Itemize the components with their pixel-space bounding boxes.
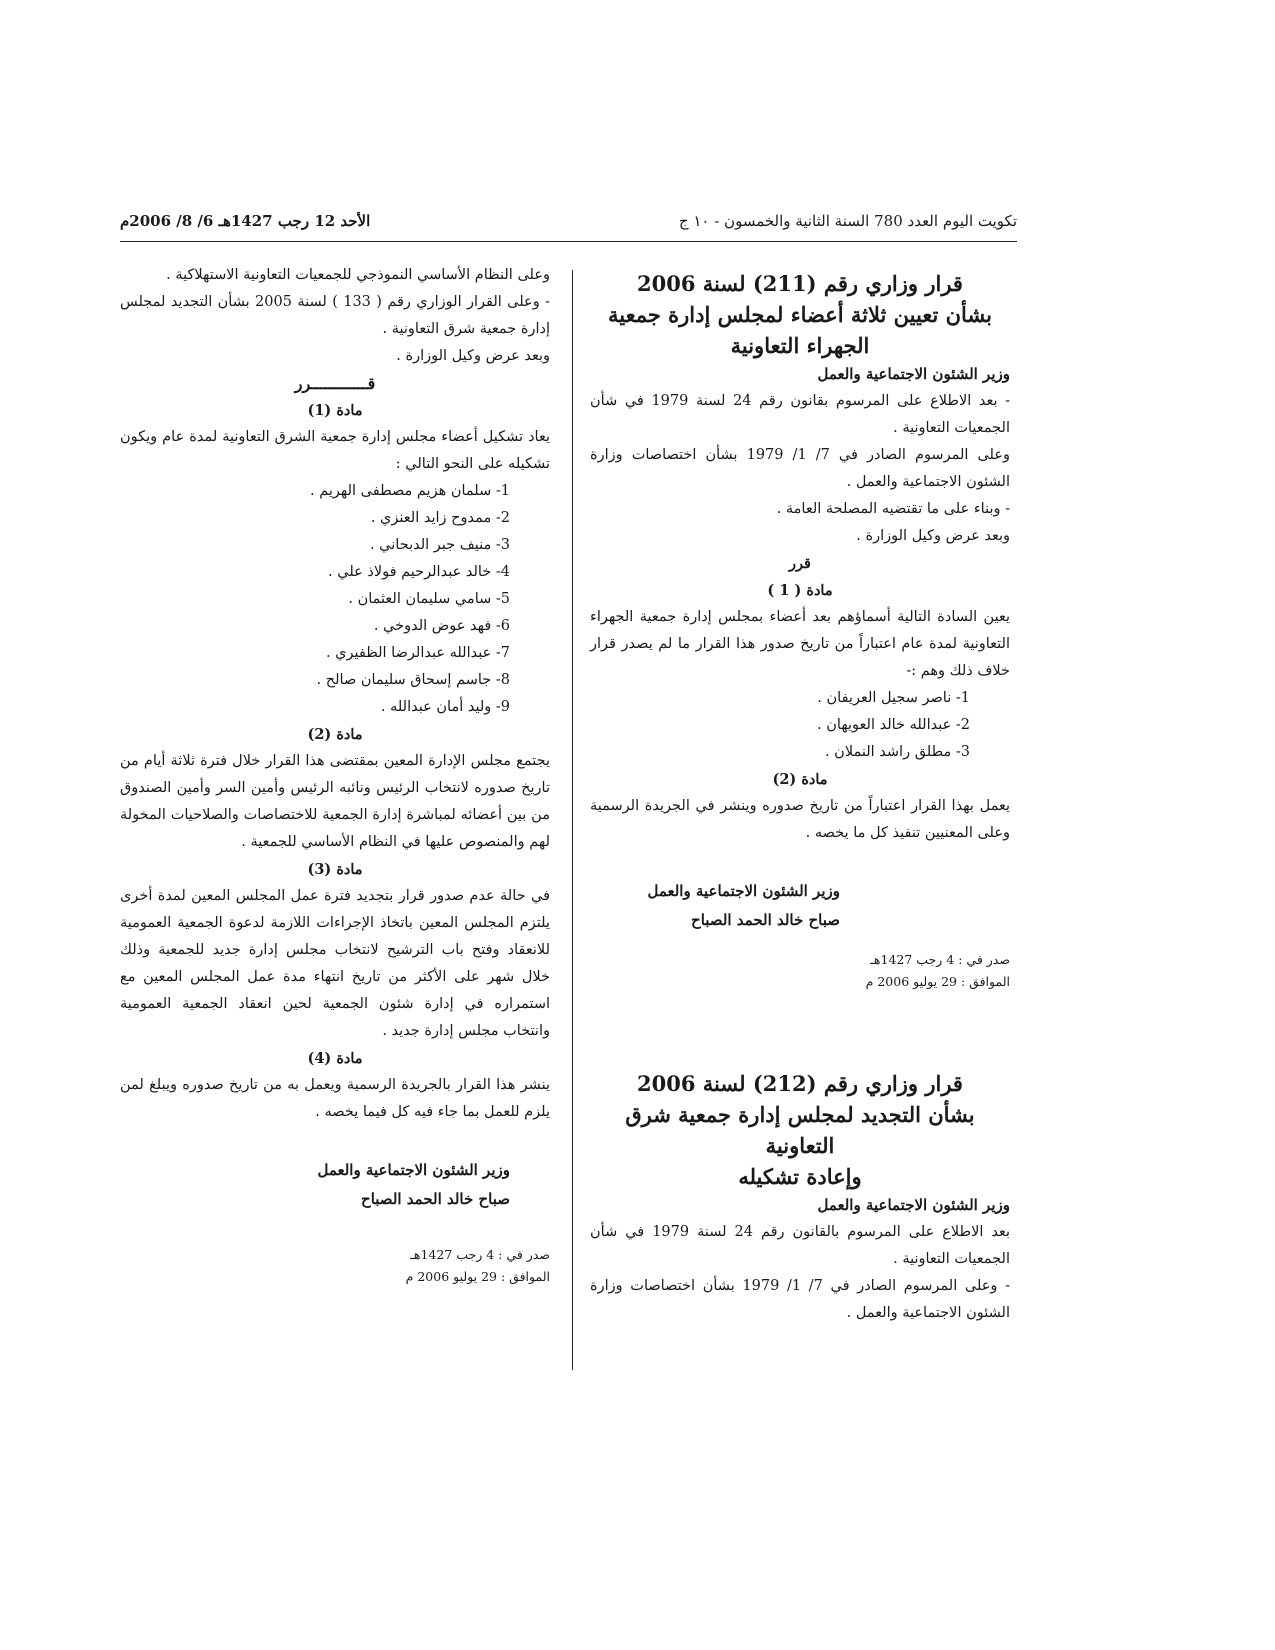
list-item: 8- جاسم إسحاق سليمان صالح . [316,672,510,688]
decision-211-qarar: قرر [789,555,811,572]
decision-212-title-line-3: وإعادة تشكيله [738,1164,862,1189]
article-title: مادة (3) [307,861,363,878]
preamble-paragraph: وعلى المرسوم الصادر في 7/ 1/ 1979 بشأن اختصاصات وزارة الشئون الاجتماعية والعمل . [590,447,1011,490]
preamble-paragraph: وبعد عرض وكيل الوزارة . [856,528,1010,544]
decision-212-start [590,1068,1010,1327]
article-text: في حالة عدم صدور قرار بتجديد فترة عمل المجلس المعين لمدة أخرى يلتزم المجلس المعين باتخاذ الإجراءات اللازمة لدعوة الجمعية العمومية للانعقاد وفتح باب الترشيح لانتخاب مجلس إدارة جديد للجمعية وذلك خلال شهر على الأكثر من تاريخ انتهاء مدة عمل المجلس المعين مع استمراره في إدارة شئون الجمعية لحين انعقاد الجمعية العمومية وانتخاب مجلس إدارة جديد . [120,888,550,1039]
list-item: 5- سامي سليمان العثمان . [348,591,510,607]
list-item: 2- عبدالله خالد العويهان . [817,717,970,733]
list-item: 1- سلمان هزيم مصطفى الهريم . [310,483,510,499]
decision-212-continued [120,262,550,1288]
left-column [120,262,550,1288]
list-item: 6- فهد عوض الدوخي . [373,618,510,634]
decision-211 [590,268,1010,993]
decision-212-qarar: قــــــــــــرر [294,374,376,393]
article-text: يعمل بهذا القرار اعتباراً من تاريخ صدوره وينشر في الجريدة الرسمية وعلى المعنيين تنفيذ كل ما يخصه . [590,798,1010,841]
issue-date-hijri: صدر في : 4 رجب 1427هـ [410,1247,550,1262]
decision-212-ministry: وزير الشئون الاجتماعية والعمل [817,1196,1010,1214]
decision-211-title-line-1: قرار وزاري رقم (211) لسنة 2006 [637,271,963,296]
signature-role: وزير الشئون الاجتماعية والعمل [317,1161,510,1179]
article-text: يعاد تشكيل أعضاء مجلس إدارة جمعية الشرق التعاونية لمدة عام ويكون تشكيله على النحو التالي : [120,429,550,472]
article-text: يعين السادة التالية أسماؤهم بعد أعضاء بمجلس إدارة جمعية الجهراء التعاونية لمدة عام اعتباراً من تاريخ صدور هذا القرار ما لم يصدر قرار خلاف ذلك وهم :- [590,609,1010,679]
list-item: 4- خالد عبدالرحيم فولاذ علي . [328,564,510,580]
article-title: مادة ( 1 ) [767,582,833,599]
member-list [120,478,550,721]
list-item: 7- عبدالله عبدالرضا الظفيري . [325,645,510,661]
running-header-issue: تكويت اليوم العدد 780 السنة الثانية والخمسون - ١٠ ج [678,212,1017,230]
header-rule [120,241,1017,242]
decision-212-title-line-1: قرار وزاري رقم (212) لسنة 2006 [637,1071,963,1096]
list-item: 2- ممدوح زايد العنزي . [370,510,510,526]
preamble-paragraph: - وعلى القرار الوزاري رقم ( 133 ) لسنة 2005 بشأن التجديد لمجلس إدارة جمعية شرق التعاونية . [120,294,550,337]
preamble-paragraph: وعلى النظام الأساسي النموذجي للجمعيات التعاونية الاستهلاكية . [166,267,550,283]
preamble-paragraph: - بعد الاطلاع على المرسوم بقانون رقم 24 لسنة 1979 في شأن الجمعيات التعاونية . [590,393,1010,436]
column-divider [572,270,573,1370]
list-item: 3- مطلق راشد النملان . [824,744,970,760]
issue-date-gregorian: الموافق : 29 يوليو 2006 م [405,1269,550,1284]
article-title: مادة (2) [307,726,363,743]
article-text: يجتمع مجلس الإدارة المعين بمقتضى هذا القرار خلال فترة ثلاثة أيام من تاريخ صدوره لانتخاب الرئيس ونائبه الرئيس وأمين السر وأمين الصندوق من بين أعضائه لمباشرة إدارة الجمعية للاختصاصات والصلاحيات المخولة لهم والمنصوص عليها في النظام الأساسي للجمعية . [120,753,550,850]
right-column [590,268,1010,1327]
article-title: مادة (2) [772,771,828,788]
list-item: 9- وليد أمان عبدالله . [380,699,510,715]
article-title: مادة (4) [307,1050,363,1067]
preamble-paragraph: - وبناء على ما تقتضيه المصلحة العامة . [776,501,1010,517]
member-list [590,685,1010,766]
issue-date-hijri: صدر في : 4 رجب 1427هـ [870,952,1010,967]
list-item: 1- ناصر سجيل العريفان . [817,690,970,706]
decision-212-title-line-2: بشأن التجديد لمجلس إدارة جمعية شرق التعاونية [625,1102,975,1158]
signature-role: وزير الشئون الاجتماعية والعمل [647,882,840,900]
decision-211-title-line-2: بشأن تعيين ثلاثة أعضاء لمجلس إدارة جمعية [607,302,993,327]
article-text: ينشر هذا القرار بالجريدة الرسمية ويعمل به من تاريخ صدوره ويبلغ لمن يلزم للعمل بما جاء فيه كل فيما يخصه . [120,1077,550,1120]
running-header-date: الأحد 12 رجب 1427هـ 6/ 8/ 2006م [120,212,371,230]
signature-name: صباح خالد الحمد الصباح [361,1190,510,1208]
preamble-paragraph: بعد الاطلاع على المرسوم بالقانون رقم 24 لسنة 1979 في شأن الجمعيات التعاونية . [590,1224,1010,1267]
decision-211-ministry: وزير الشئون الاجتماعية والعمل [817,365,1010,383]
preamble-paragraph: - وعلى المرسوم الصادر في 7/ 1/ 1979 بشأن اختصاصات وزارة الشئون الاجتماعية والعمل . [590,1278,1010,1321]
article-title: مادة (1) [307,402,363,419]
issue-date-gregorian: الموافق : 29 يوليو 2006 م [865,974,1010,989]
decision-211-title-line-3: الجهراء التعاونية [730,333,870,358]
preamble-paragraph: وبعد عرض وكيل الوزارة . [396,348,550,364]
signature-name: صباح خالد الحمد الصباح [691,911,840,929]
list-item: 3- منيف جبر الدبحاني . [369,537,510,553]
